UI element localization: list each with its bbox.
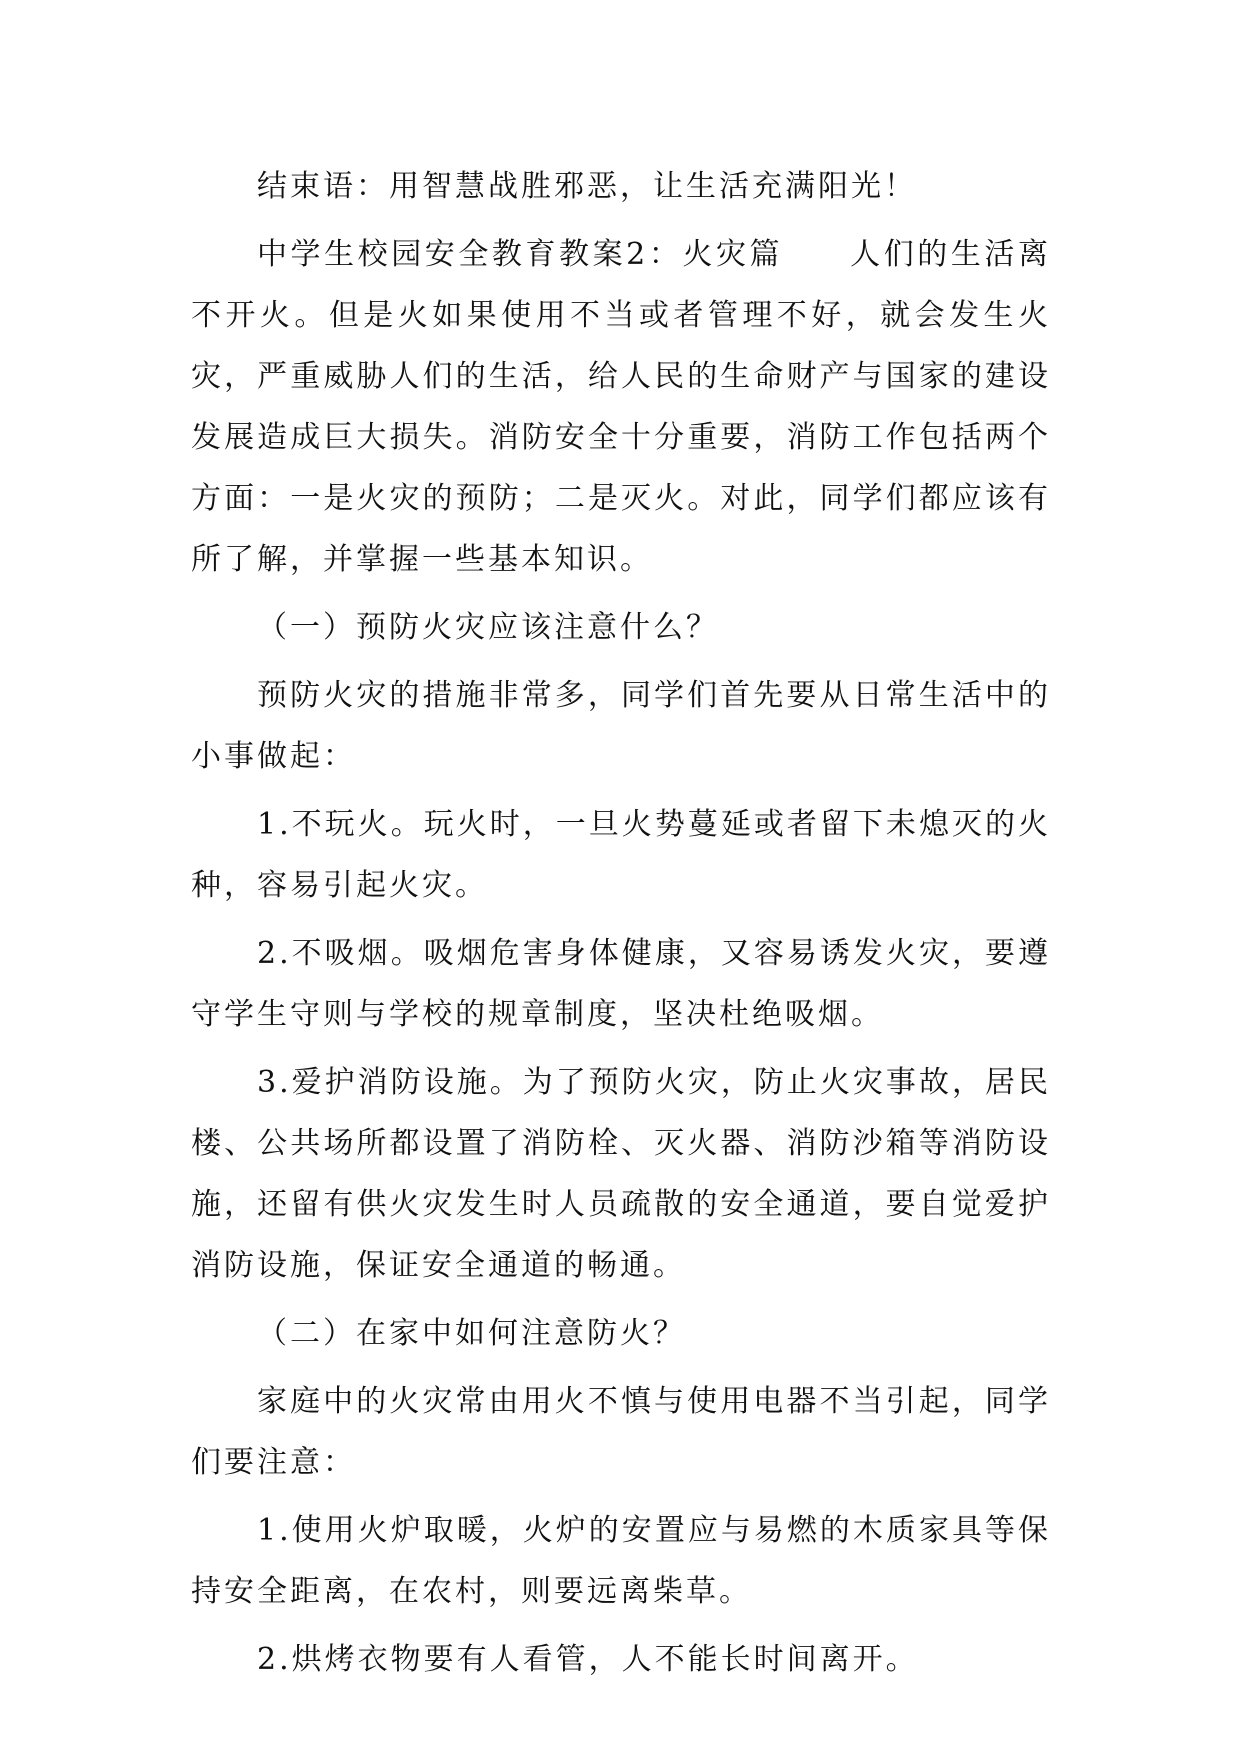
list-item-drying-clothes: 2.烘烤衣物要有人看管，人不能长时间离开。 (257, 1642, 919, 1677)
paragraph-fire-lesson-intro: 中学生校园安全教育教案2：火灾篇 人们的生活离不开火。但是火如果使用不当或者管理不好，就会发生火灾，严重威胁人们的生活，给人民的生命财产与国家的建设发展造成巨大损失。消防安全十分重要，消防工作包括两个方面：一是火灾的预防；二是灭火。对此，同学们都应该有所了解，并掌握一些基本知识。 (191, 237, 1051, 577)
list-item-no-smoking: 2.不吸烟。吸烟危害身体健康，又容易诱发火灾，要遵守学生守则与学校的规章制度，坚决杜绝吸烟。 (191, 936, 1051, 1032)
heading-fire-prevention: （一）预防火灾应该注意什么？ (257, 610, 719, 645)
document-body (191, 156, 1051, 1697)
paragraph-prevention-intro: 预防火灾的措施非常多，同学们首先要从日常生活中的小事做起： (191, 678, 1051, 774)
list-item-protect-facilities: 3.爱护消防设施。为了预防火灾，防止火灾事故，居民楼、公共场所都设置了消防栓、灭火器、消防沙箱等消防设施，还留有供火灾发生时人员疏散的安全通道，要自觉爱护消防设施，保证安全通道的畅通。 (191, 1065, 1051, 1283)
heading-home-fire-safety: （二）在家中如何注意防火？ (257, 1316, 686, 1351)
list-item-no-playing-fire: 1.不玩火。玩火时，一旦火势蔓延或者留下未熄灭的火种，容易引起火灾。 (191, 807, 1051, 903)
paragraph-home-intro: 家庭中的火灾常由用火不慎与使用电器不当引起，同学们要注意： (191, 1384, 1051, 1480)
list-item-stove-safety: 1.使用火炉取暖，火炉的安置应与易燃的木质家具等保持安全距离，在农村，则要远离柴草。 (191, 1513, 1051, 1609)
paragraph-closing-remark: 结束语：用智慧战胜邪恶，让生活充满阳光！ (257, 169, 917, 204)
